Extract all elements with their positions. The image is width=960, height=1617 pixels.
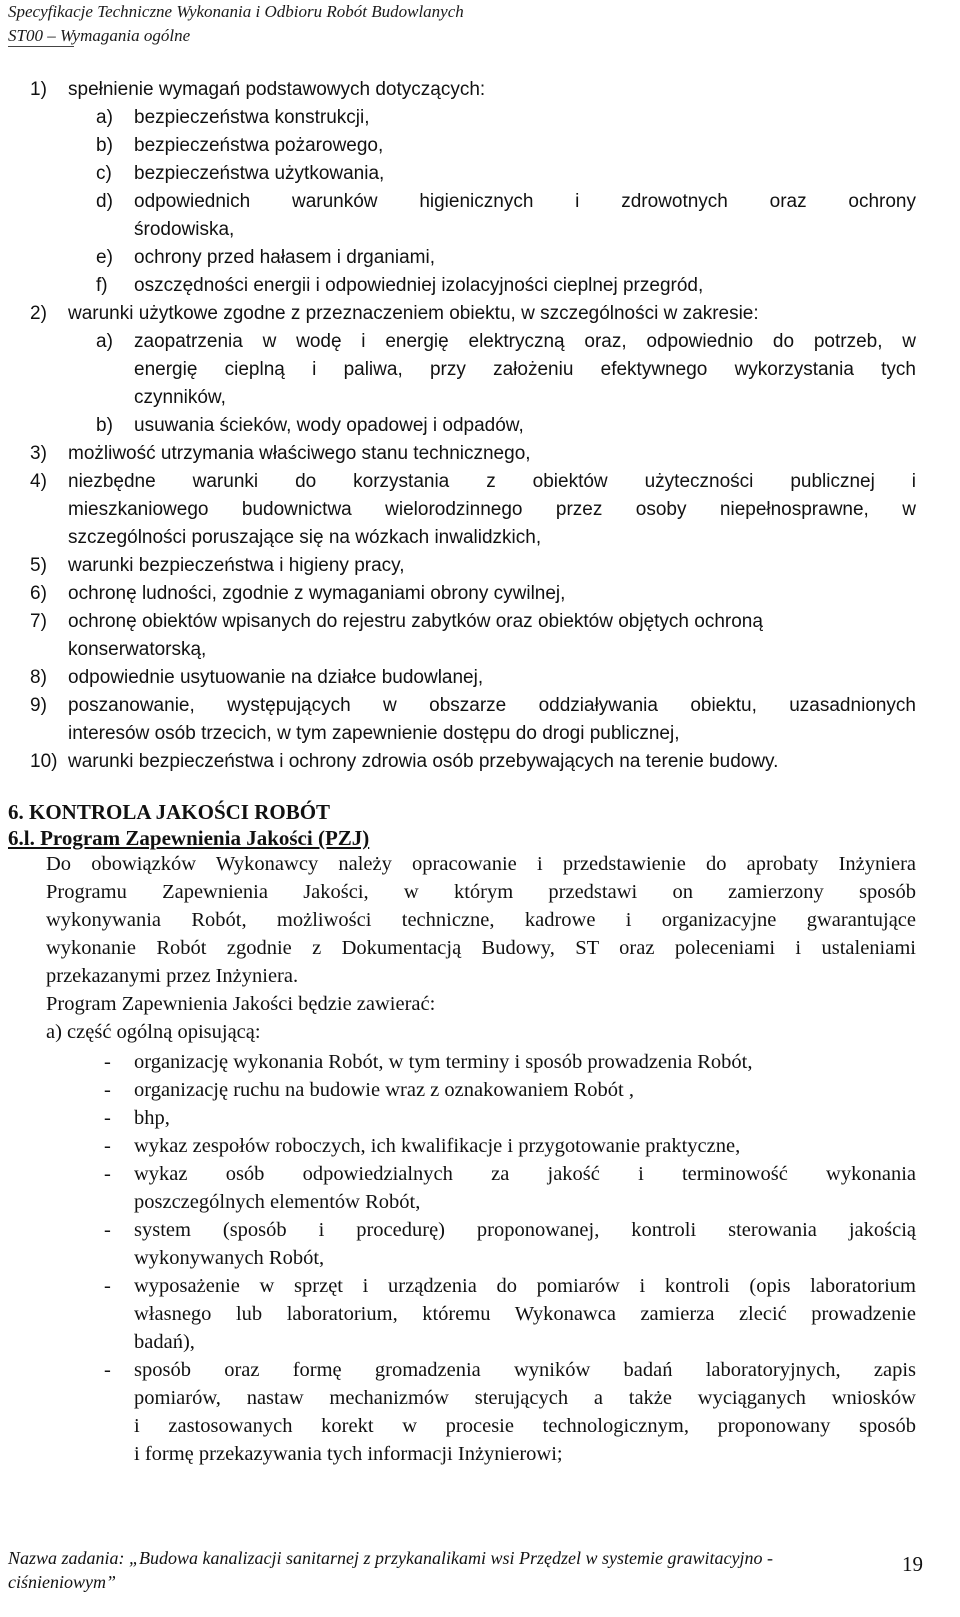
list-item-continuation: środowiska, bbox=[134, 219, 235, 240]
list-item: bezpieczeństwa konstrukcji, bbox=[134, 107, 370, 128]
footer-task-name: Nazwa zadania: „Budowa kanalizacji sanitarnej z przykanalikami wsi Przędzel w systemie grawitacyjno - bbox=[8, 1548, 773, 1568]
bullet-dash: - bbox=[104, 1275, 111, 1297]
list-item-number: b) bbox=[96, 415, 113, 436]
paragraph-line: wykonanie Robót zgodnie z Dokumentacją Budowy, ST oraz poleceniami i ustaleniami bbox=[46, 937, 916, 959]
list-item: bezpieczeństwa użytkowania, bbox=[134, 163, 385, 184]
bullet-item: system (sposób i procedurę) proponowanej, kontroli sterowania jakością bbox=[134, 1219, 916, 1241]
page-number: 19 bbox=[902, 1552, 923, 1576]
list-item-number: a) bbox=[96, 107, 113, 128]
list-item-number: 4) bbox=[30, 471, 47, 492]
list-item: warunki bezpieczeństwa i higieny pracy, bbox=[68, 555, 405, 576]
bullet-item: wykaz osób odpowiedzialnych za jakość i terminowość wykonania bbox=[134, 1163, 916, 1185]
paragraph-line: Programu Zapewnienia Jakości, w którym przedstawi on zamierzony sposób bbox=[46, 881, 916, 903]
section-subheading: 6.l. Program Zapewnienia Jakości (PZJ) bbox=[8, 826, 370, 850]
list-item-number: 1) bbox=[30, 79, 47, 100]
paragraph-line: Do obowiązków Wykonawcy należy opracowanie i przedstawienie do aprobaty Inżyniera bbox=[46, 853, 916, 875]
header-subtitle: ST00 – Wymagania ogólne bbox=[8, 26, 191, 45]
list-item-number: 6) bbox=[30, 583, 47, 604]
bullet-dash: - bbox=[104, 1079, 111, 1101]
list-item-number: c) bbox=[96, 163, 112, 184]
list-item: bezpieczeństwa pożarowego, bbox=[134, 135, 384, 156]
page-header bbox=[8, 0, 908, 48]
list-item: odpowiednie usytuowanie na działce budowlanej, bbox=[68, 667, 484, 688]
bullet-item: organizację wykonania Robót, w tym terminy i sposób prowadzenia Robót, bbox=[134, 1051, 753, 1073]
paragraph: Program Zapewnienia Jakości będzie zawierać: bbox=[46, 993, 436, 1015]
list-item-number: 8) bbox=[30, 667, 47, 688]
list-item: zaopatrzenia w wodę i energię elektryczną oraz, odpowiednio do potrzeb, w bbox=[134, 331, 916, 352]
bullet-item: wykaz zespołów roboczych, ich kwalifikacje i przygotowanie praktyczne, bbox=[134, 1135, 741, 1157]
list-item-continuation: szczególności poruszające się na wózkach inwalidzkich, bbox=[68, 527, 542, 548]
list-item: odpowiednich warunków higienicznych i zdrowotnych oraz ochrony bbox=[134, 191, 916, 212]
header-rule bbox=[8, 46, 74, 47]
bullet-dash: - bbox=[104, 1219, 111, 1241]
list-item-continuation: mieszkaniowego budownictwa wielorodzinnego przez osoby niepełnosprawne, w bbox=[68, 499, 916, 520]
bullet-item: organizację ruchu na budowie wraz z oznakowaniem Robót , bbox=[134, 1079, 634, 1101]
paragraph: a) część ogólną opisującą: bbox=[46, 1021, 261, 1043]
list-item: niezbędne warunki do korzystania z obiektów użyteczności publicznej i bbox=[68, 471, 916, 492]
footer-task-name-continuation: ciśnieniowym” bbox=[8, 1572, 116, 1592]
bullet-dash: - bbox=[104, 1135, 111, 1157]
section-heading: 6. KONTROLA JAKOŚCI ROBÓT bbox=[8, 800, 331, 824]
list-item-number: e) bbox=[96, 247, 113, 268]
list-item-number: 9) bbox=[30, 695, 47, 716]
header-title: Specyfikacje Techniczne Wykonania i Odbioru Robót Budowlanych bbox=[8, 2, 464, 21]
bullet-item: wyposażenie w sprzęt i urządzenia do pomiarów i kontroli (opis laboratorium bbox=[134, 1275, 916, 1297]
list-item-number: 5) bbox=[30, 555, 47, 576]
paragraph-line: przekazanymi przez Inżyniera. bbox=[46, 965, 299, 987]
page-footer bbox=[8, 1546, 888, 1594]
list-item: możliwość utrzymania właściwego stanu technicznego, bbox=[68, 443, 531, 464]
bullet-item-continuation: pomiarów, nastaw mechanizmów sterujących a także wyciąganych wniosków bbox=[134, 1387, 916, 1409]
list-item: poszanowanie, występujących w obszarze oddziaływania obiektu, uzasadnionych bbox=[68, 695, 916, 716]
list-item-number: 10) bbox=[30, 751, 58, 772]
bullet-item-continuation: badań), bbox=[134, 1331, 195, 1353]
bullet-item-continuation: własnego lub laboratorium, któremu Wykonawca zamierza zlecić prowadzenie bbox=[134, 1303, 916, 1325]
bullet-item: sposób oraz formę gromadzenia wyników badań laboratoryjnych, zapis bbox=[134, 1359, 916, 1381]
list-item: usuwania ścieków, wody opadowej i odpadów, bbox=[134, 415, 524, 436]
list-item-number: 3) bbox=[30, 443, 47, 464]
list-item: ochrony przed hałasem i drganiami, bbox=[134, 247, 435, 268]
list-item-continuation: energię cieplną i paliwa, przy założeniu efektywnego wykorzystania tych bbox=[134, 359, 916, 380]
bullet-item: bhp, bbox=[134, 1107, 170, 1129]
list-item-number: a) bbox=[96, 331, 113, 352]
paragraph-line: wykonywania Robót, możliwości techniczne, kadrowe i organizacyjne gwarantujące bbox=[46, 909, 916, 931]
list-item-number: 2) bbox=[30, 303, 47, 324]
bullet-dash: - bbox=[104, 1359, 111, 1381]
list-item-continuation: czynników, bbox=[134, 387, 226, 408]
list-item: ochronę obiektów wpisanych do rejestru zabytków oraz obiektów objętych ochroną bbox=[68, 611, 763, 632]
list-item-number: 7) bbox=[30, 611, 47, 632]
list-item: warunki bezpieczeństwa i ochrony zdrowia osób przebywających na terenie budowy. bbox=[68, 751, 779, 772]
bullet-dash: - bbox=[104, 1051, 111, 1073]
list-item: oszczędności energii i odpowiedniej izolacyjności cieplnej przegród, bbox=[134, 275, 704, 296]
bullet-dash: - bbox=[104, 1163, 111, 1185]
bullet-item-continuation: i zastosowanych korekt w procesie technologicznym, proponowany sposób bbox=[134, 1415, 916, 1437]
list-item-continuation: interesów osób trzecich, w tym zapewnienie dostępu do drogi publicznej, bbox=[68, 723, 680, 744]
list-item: warunki użytkowe zgodne z przeznaczeniem obiektu, w szczególności w zakresie: bbox=[68, 303, 759, 324]
bullet-item-continuation: i formę przekazywania tych informacji Inżynierowi; bbox=[134, 1443, 563, 1465]
list-item-number: f) bbox=[96, 275, 108, 296]
list-item-number: d) bbox=[96, 191, 113, 212]
list-item: spełnienie wymagań podstawowych dotyczących: bbox=[68, 79, 486, 100]
bullet-dash: - bbox=[104, 1107, 111, 1129]
list-item-continuation: konserwatorską, bbox=[68, 639, 207, 660]
list-item-number: b) bbox=[96, 135, 113, 156]
bullet-item-continuation: wykonywanych Robót, bbox=[134, 1247, 325, 1269]
list-item: ochronę ludności, zgodnie z wymaganiami obrony cywilnej, bbox=[68, 583, 566, 604]
bullet-item-continuation: poszczególnych elementów Robót, bbox=[134, 1191, 421, 1213]
